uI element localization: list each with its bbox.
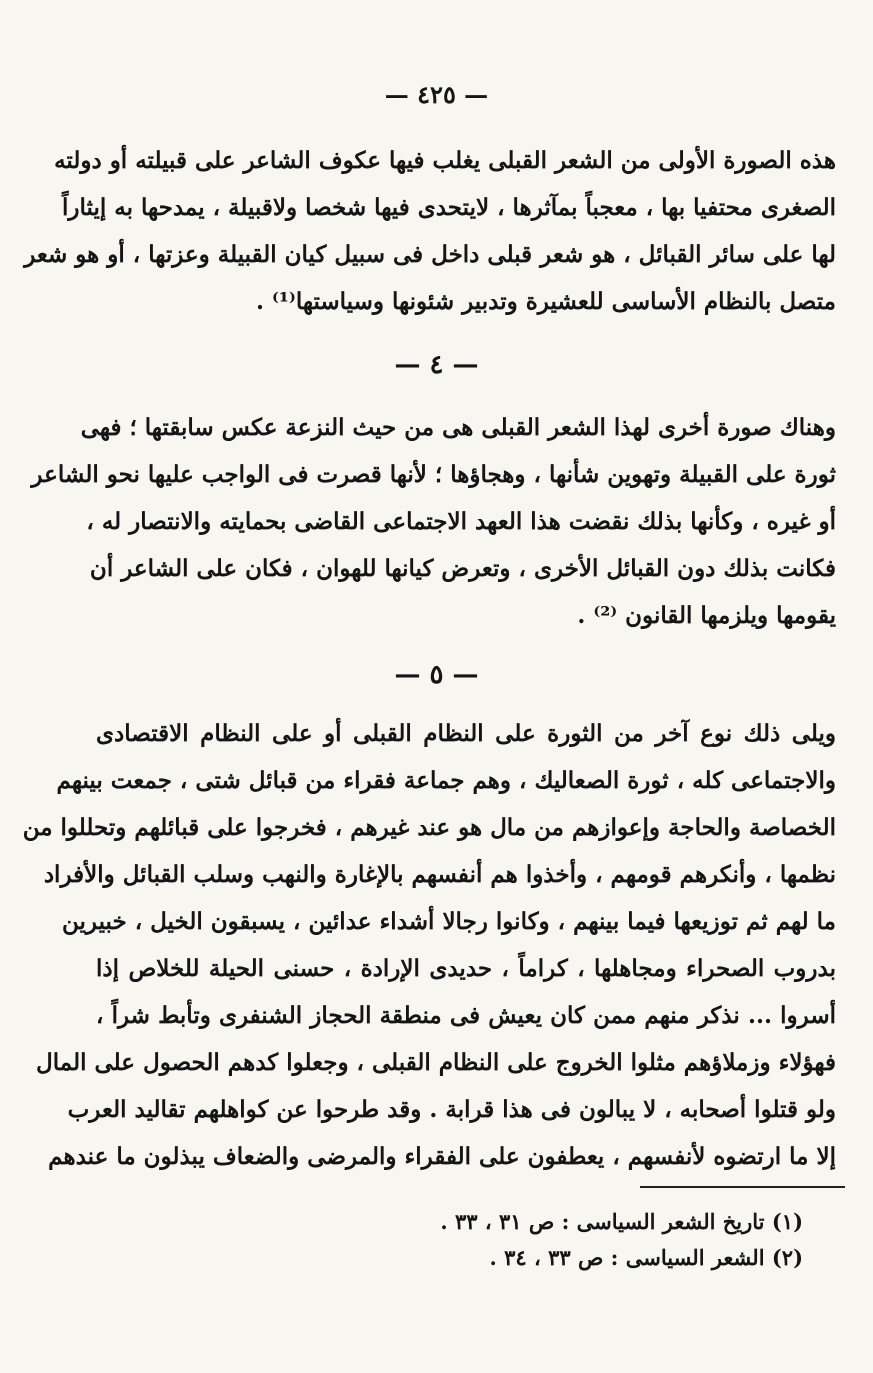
text-line: ويلى ذلك نوع آخر من الثورة على النظام القبلى أو على النظام الاقتصادى	[96, 720, 836, 747]
text-line: وهناك صورة أخرى لهذا الشعر القبلى هى من حيث النزعة عكس سابقتها ؛ فهى	[80, 414, 836, 441]
text-line: ولو قتلوا أصحابه ، لا يبالون فى هذا قرابة . وقد طرحوا عن كواهلهم تقاليد العرب	[67, 1096, 836, 1123]
footnote-divider	[640, 1186, 845, 1188]
text-line: فكانت بذلك دون القبائل الأخرى ، وتعرض كيانها للهوان ، فكان على الشاعر أن	[89, 555, 836, 582]
text-line: يقومها ويلزمها القانون ⁽²⁾ .	[577, 602, 836, 629]
footnote-1: (١) تاريخ الشعر السياسى : ص ٣١ ، ٣٣ .	[440, 1209, 803, 1234]
paragraph-1	[24, 137, 836, 325]
footnote-2: (٢) الشعر السياسى : ص ٣٣ ، ٣٤ .	[489, 1245, 803, 1270]
text-line: نظمها ، وأنكرهم قومهم ، وأخذوا هم أنفسهم بالإغارة والنهب وسلب القبائل والأفراد	[43, 861, 836, 888]
page-number: — ٤٢٥ —	[384, 80, 489, 109]
text-line: أسروا ... نذكر منهم ممن كان يعيش فى منطقة الحجاز الشنفرى وتأبط شراً ،	[96, 1002, 837, 1029]
text-line: فهؤلاء وزملاؤهم مثلوا الخروج على النظام القبلى ، وجعلوا كدهم الحصول على المال	[36, 1049, 836, 1076]
text-line: أو غيره ، وكأنها بذلك نقضت هذا العهد الاجتماعى القاضى بحمايته والانتصار له ،	[86, 508, 836, 535]
text-line: إلا ما ارتضوه لأنفسهم ، يعطفون على الفقراء والمرضى والضعاف يبذلون ما عندهم	[48, 1143, 836, 1170]
text-line: ما لهم ثم توزيعها فيما بينهم ، وكانوا رجالا أشداء عدائين ، يسبقون الخيل ، خبيرين	[62, 908, 836, 935]
text-line: بدروب الصحراء ومجاهلها ، كراماً ، حديدى الإرادة ، حسنى الحيلة للخلاص إذا	[96, 955, 836, 982]
text-line: متصل بالنظام الأساسى للعشيرة وتدبير شئونها وسياستها⁽¹⁾ .	[256, 288, 836, 315]
text-line: والاجتماعى كله ، ثورة الصعاليك ، وهم جماعة فقراء من قبائل شتى ، جمعت بينهم	[56, 767, 836, 794]
text-line: هذه الصورة الأولى من الشعر القبلى يغلب فيها عكوف الشاعر على قبيلته أو دولته	[54, 147, 836, 174]
paragraph-2	[31, 404, 836, 639]
section-number-4: — ٤ —	[394, 350, 479, 380]
text-line: ثورة على القبيلة وتهوين شأنها ، وهجاؤها ؛ لأنها قصرت فى الواجب عليها نحو الشاعر	[31, 461, 836, 488]
text-line: الخصاصة والحاجة وإعوازهم من مال هو عند غيرهم ، فخرجوا على قبائلهم وتحللوا من	[22, 814, 836, 841]
text-line: لها على سائر القبائل ، هو شعر قبلى داخل فى سبيل كيان القبيلة وعزتها ، أو هو شعر	[24, 241, 836, 268]
text-line: الصغرى محتفيا بها ، معجباً بمآثرها ، لايتحدى فيها شخصا ولاقبيلة ، يمدحها به إيثاراً	[62, 194, 836, 221]
paragraph-3	[22, 710, 837, 1180]
footnotes	[440, 1204, 803, 1276]
section-number-5: — ٥ —	[394, 660, 479, 690]
